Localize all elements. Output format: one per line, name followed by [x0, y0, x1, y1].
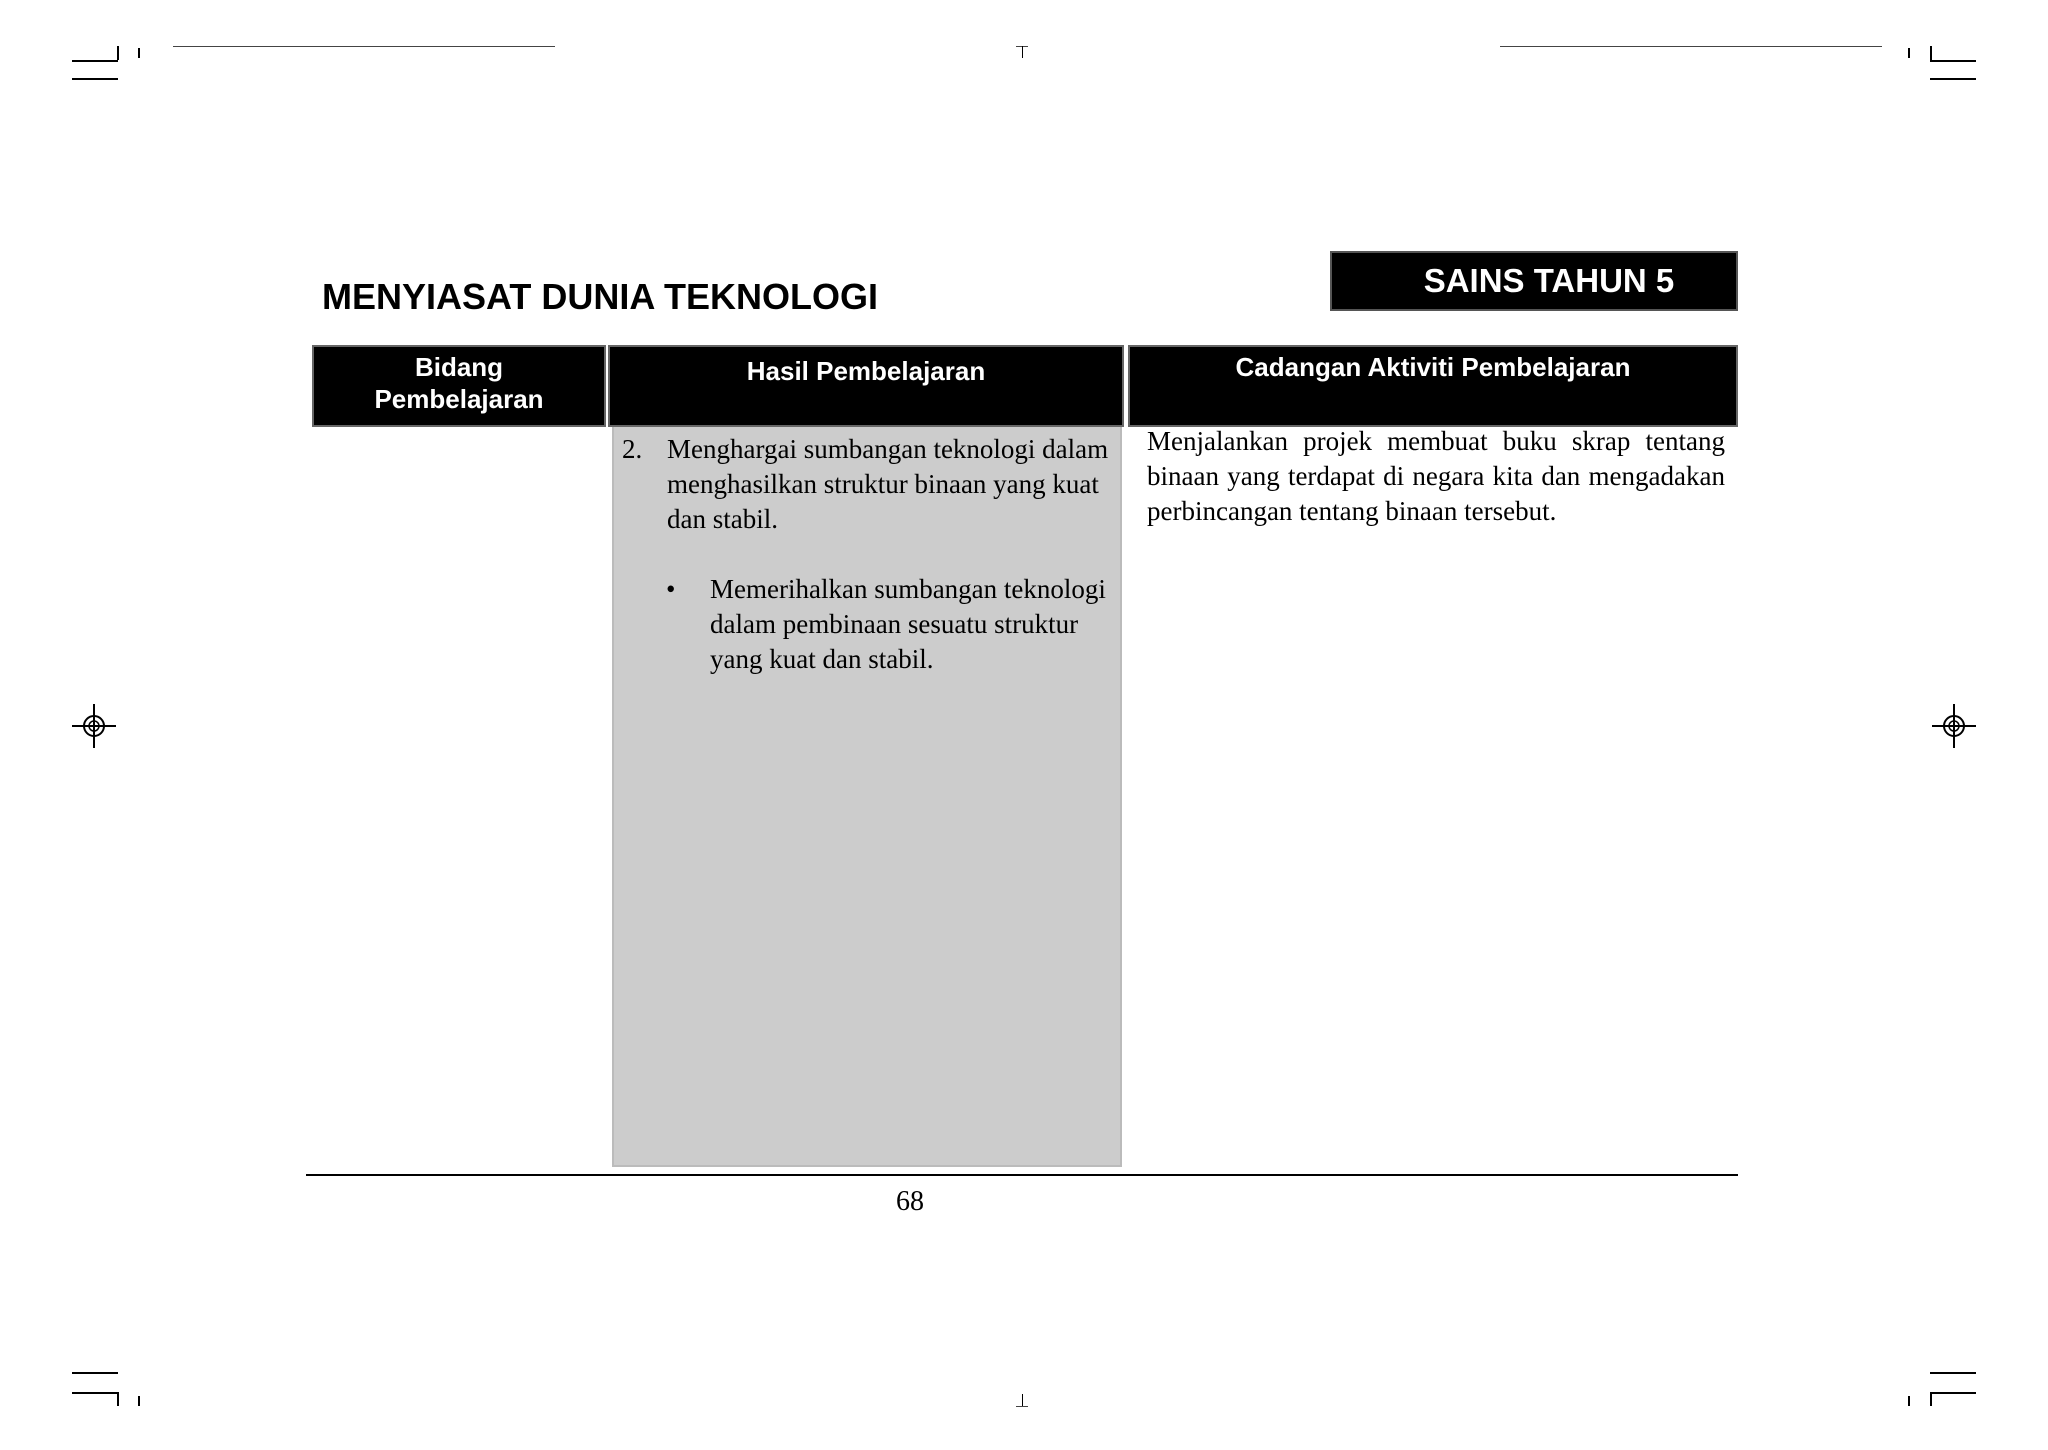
registration-mark-icon [1932, 704, 1976, 748]
bullet-text: Memerihalkan sumbangan teknologi dalam pembinaan sesuatu struktur yang kuat dan stabil. [710, 574, 1106, 674]
page-title: MENYIASAT DUNIA TEKNOLOGI [322, 276, 878, 317]
page-number: 68 [896, 1186, 924, 1217]
column-header-bidang [312, 345, 606, 427]
subject-badge [1330, 251, 1738, 311]
registration-mark-icon [72, 704, 116, 748]
outcome-number: 2. [622, 434, 643, 464]
bullet-icon: • [666, 574, 676, 604]
column-header-line: Bidang [414, 352, 504, 382]
learning-outcome-column [612, 427, 1122, 1167]
column-header-cadangan: Cadangan Aktiviti Pembelajaran [1128, 345, 1738, 427]
subject-badge-label: SAINS TAHUN 5 [1423, 262, 1675, 299]
bottom-rule [306, 1174, 1738, 1176]
column-header-line: Pembelajaran [374, 384, 544, 414]
column-header-hasil: Hasil Pembelajaran [608, 345, 1124, 427]
activity-text: Menjalankan projek membuat buku skrap tentang binaan yang terdapat di negara kita dan mengadakan perbincangan tentang binaan tersebut. [1147, 426, 1725, 526]
outcome-text: Menghargai sumbangan teknologi dalam menghasilkan struktur binaan yang kuat dan stabil. [667, 434, 1109, 534]
